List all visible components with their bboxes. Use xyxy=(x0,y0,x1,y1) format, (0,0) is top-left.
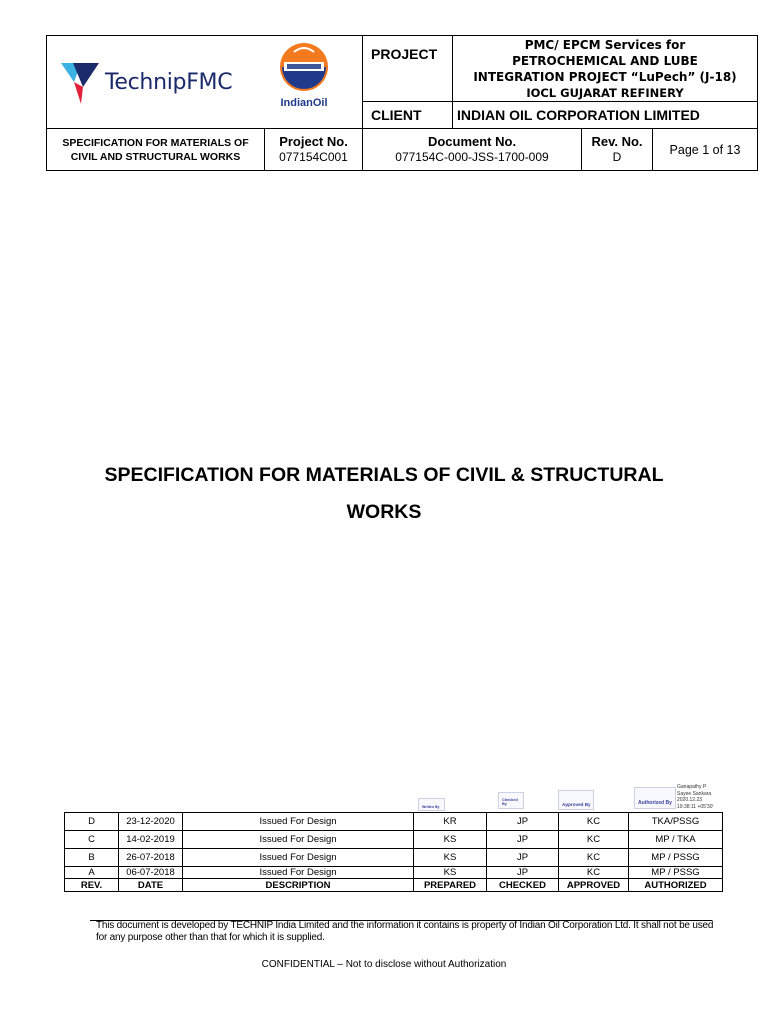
project-label: PROJECT xyxy=(363,36,453,102)
project-title xyxy=(453,36,758,102)
client-name: INDIAN OIL CORPORATION LIMITED xyxy=(453,102,758,129)
approved-by-label: Approved By xyxy=(562,802,591,807)
revision-row xyxy=(65,813,723,831)
prepared-cell: KS xyxy=(414,867,487,879)
document-title-line1: SPECIFICATION FOR MATERIALS OF CIVIL & STRUCTURAL xyxy=(104,464,664,486)
project-title-line: INTEGRATION PROJECT “LuPech” (J-18) xyxy=(473,69,737,84)
document-no: 077154C-000-JSS-1700-009 xyxy=(395,150,549,164)
indianoil-logo xyxy=(278,40,330,109)
prepared-cell: KS xyxy=(414,849,487,867)
rev-cell: D xyxy=(65,813,119,831)
project-no: 077154C001 xyxy=(279,150,348,164)
document-no-label: Document No. xyxy=(427,134,517,149)
document-no-cell xyxy=(363,129,582,171)
project-title-line: PMC/ EPCM Services for xyxy=(524,37,686,52)
authorized-cell: MP / PSSG xyxy=(629,849,723,867)
checked-cell: JP xyxy=(487,831,559,849)
spec-title-line: SPECIFICATION FOR MATERIALS OF xyxy=(62,136,249,149)
date-cell: 14-02-2019 xyxy=(119,831,183,849)
date-cell: 06-07-2018 xyxy=(119,867,183,879)
authorized-cell: MP / TKA xyxy=(629,831,723,849)
written-by-label: Written By xyxy=(422,805,440,809)
description-cell: Issued For Design xyxy=(183,831,414,849)
authorized-header: AUTHORIZED xyxy=(629,879,723,892)
technipfmc-logo-text: TechnipFMC xyxy=(105,69,233,95)
signer-line: 19:38:11 +05'30' xyxy=(677,803,714,810)
authorized-cell: TKA/PSSG xyxy=(629,813,723,831)
prepared-header: PREPARED xyxy=(414,879,487,892)
checked-cell: JP xyxy=(487,813,559,831)
technipfmc-mark-icon xyxy=(61,60,99,104)
rev-no: D xyxy=(612,150,622,164)
client-label: CLIENT xyxy=(363,102,453,129)
approved-cell: KC xyxy=(559,831,629,849)
project-title-line: IOCL GUJARAT REFINERY xyxy=(526,85,684,100)
project-title-line: PETROCHEMICAL AND LUBE xyxy=(512,53,698,68)
document-header-table xyxy=(46,35,758,171)
indianoil-logo-text: IndianOil xyxy=(280,97,328,109)
signer-line: 2020.12.23 xyxy=(677,797,703,803)
technipfmc-logo xyxy=(61,60,232,104)
project-no-label: Project No. xyxy=(279,134,348,149)
approved-cell: KC xyxy=(559,849,629,867)
approved-cell: KC xyxy=(559,813,629,831)
description-header: DESCRIPTION xyxy=(183,879,414,892)
checked-header: CHECKED xyxy=(487,879,559,892)
checked-by-stamp xyxy=(498,792,524,809)
revision-row xyxy=(65,831,723,849)
approved-header: APPROVED xyxy=(559,879,629,892)
rev-cell: B xyxy=(65,849,119,867)
revision-row xyxy=(65,867,723,879)
checked-by-label: Checked By xyxy=(502,798,518,806)
approved-by-stamp xyxy=(558,790,594,810)
authorized-cell: MP / PSSG xyxy=(629,867,723,879)
page-number: Page 1 of 13 xyxy=(653,129,758,171)
spec-title-cell xyxy=(47,129,265,171)
confidential-notice: CONFIDENTIAL – Not to disclose without Authorization xyxy=(261,959,507,970)
authorized-by-stamp xyxy=(634,787,676,809)
signer-line: Ganapathy P xyxy=(677,784,707,790)
written-by-stamp xyxy=(418,798,445,811)
checked-cell: JP xyxy=(487,867,559,879)
indianoil-emblem-icon xyxy=(278,40,330,94)
rev-cell: C xyxy=(65,831,119,849)
prepared-cell: KR xyxy=(414,813,487,831)
description-cell: Issued For Design xyxy=(183,849,414,867)
rev-no-label: Rev. No. xyxy=(591,134,643,149)
authorized-signer-details xyxy=(677,784,713,810)
footer-note: This document is developed by TECHNIP India Limited and the information it contains is property of Indian Oil Corporation Ltd. It shall not be used for any purpose other than that for which it is supplied. xyxy=(96,920,714,943)
spec-title-line: CIVIL AND STRUCTURAL WORKS xyxy=(70,150,241,163)
date-cell: 26-07-2018 xyxy=(119,849,183,867)
signer-line: Sayee Sankara xyxy=(677,790,712,797)
revision-header-row xyxy=(65,879,723,892)
approved-cell: KC xyxy=(559,867,629,879)
date-header: DATE xyxy=(119,879,183,892)
description-cell: Issued For Design xyxy=(183,813,414,831)
rev-header: REV. xyxy=(65,879,119,892)
rev-cell: A xyxy=(65,867,119,879)
revision-table xyxy=(64,812,723,892)
project-no-cell xyxy=(265,129,363,171)
checked-cell: JP xyxy=(487,849,559,867)
prepared-cell: KS xyxy=(414,831,487,849)
authorized-by-label: Authorized By xyxy=(638,800,672,806)
document-title-line2: WORKS xyxy=(346,501,422,523)
revision-row xyxy=(65,849,723,867)
rev-no-cell xyxy=(582,129,653,171)
logo-cell xyxy=(47,36,363,129)
date-cell: 23-12-2020 xyxy=(119,813,183,831)
description-cell: Issued For Design xyxy=(183,867,414,879)
